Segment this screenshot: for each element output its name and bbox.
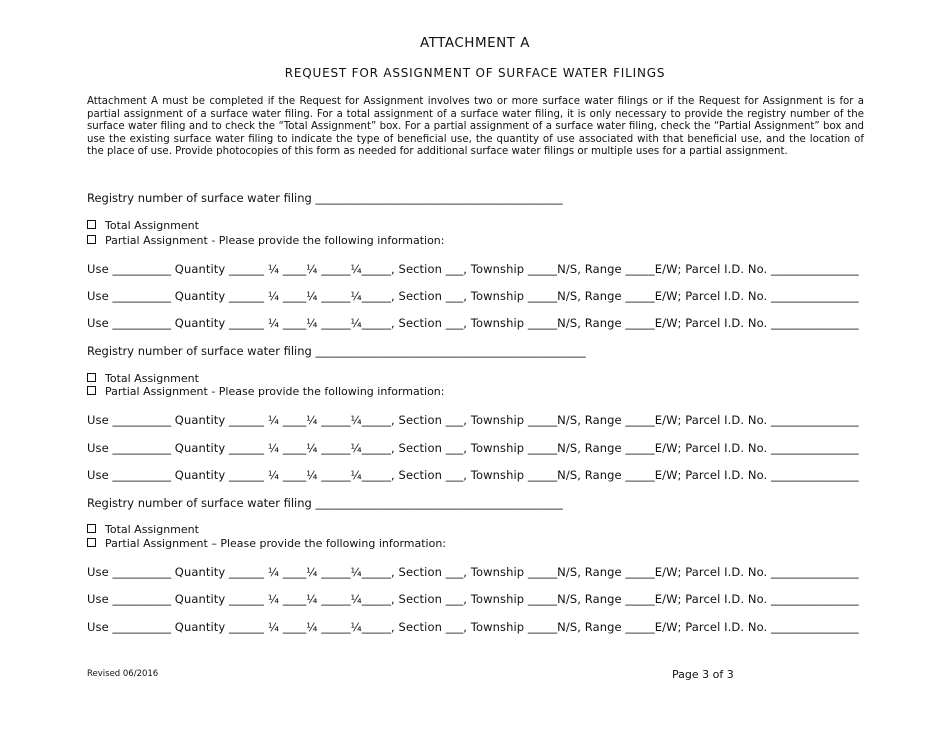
total-assignment-checkbox-3[interactable] — [87, 523, 199, 536]
attachment-title: ATTACHMENT A — [419, 35, 531, 51]
partial-assignment-checkbox-3[interactable] — [87, 537, 446, 550]
total-assignment-checkbox-1[interactable] — [87, 219, 199, 232]
use-row[interactable]: Use __________ Quantity ______ ¼ ____¼ _____¼_____, Section ___, Township _____N/S, Range _____E/W; Parcel I.D. No. _______________ — [87, 565, 859, 579]
revision-date: Revised 06/2016 — [87, 669, 159, 679]
total-assignment-checkbox-2[interactable] — [87, 372, 199, 385]
registry-number-field-1[interactable]: Registry number of surface water filing ___________________________________________ — [87, 191, 563, 205]
checkbox-icon[interactable] — [87, 386, 96, 395]
use-row[interactable]: Use __________ Quantity ______ ¼ ____¼ _____¼_____, Section ___, Township _____N/S, Range _____E/W; Parcel I.D. No. _______________ — [87, 441, 859, 455]
use-row[interactable]: Use __________ Quantity ______ ¼ ____¼ _____¼_____, Section ___, Township _____N/S, Range _____E/W; Parcel I.D. No. _______________ — [87, 413, 859, 427]
form-subtitle: REQUEST FOR ASSIGNMENT OF SURFACE WATER FILINGS — [284, 66, 666, 80]
registry-number-field-2[interactable]: Registry number of surface water filing _______________________________________________ — [87, 344, 586, 358]
use-row[interactable]: Use __________ Quantity ______ ¼ ____¼ _____¼_____, Section ___, Township _____N/S, Range _____E/W; Parcel I.D. No. _______________ — [87, 592, 859, 606]
checkbox-icon[interactable] — [87, 220, 96, 229]
use-row[interactable]: Use __________ Quantity ______ ¼ ____¼ _____¼_____, Section ___, Township _____N/S, Range _____E/W; Parcel I.D. No. _______________ — [87, 316, 859, 330]
page-number: Page 3 of 3 — [672, 668, 734, 681]
use-row[interactable]: Use __________ Quantity ______ ¼ ____¼ _____¼_____, Section ___, Township _____N/S, Range _____E/W; Parcel I.D. No. _______________ — [87, 289, 859, 303]
use-row[interactable]: Use __________ Quantity ______ ¼ ____¼ _____¼_____, Section ___, Township _____N/S, Range _____E/W; Parcel I.D. No. _______________ — [87, 468, 859, 482]
registry-number-field-3[interactable]: Registry number of surface water filing ___________________________________________ — [87, 496, 563, 510]
use-row[interactable]: Use __________ Quantity ______ ¼ ____¼ _____¼_____, Section ___, Township _____N/S, Range _____E/W; Parcel I.D. No. _______________ — [87, 620, 859, 634]
checkbox-label: Partial Assignment – Please provide the following information: — [105, 537, 447, 550]
instructions-paragraph: Attachment A must be completed if the Request for Assignment involves two or more surface water filings or if the Request for Assignment is for a partial assignment of a surface water filing. For a total assignment of a surface water filing, it is only necessary to provide the registry number of the surface water filing and to check the “Total Assignment” box. For a partial assignment of a surface water filing, check the “Partial Assignment” box and use the existing surface water filing to indicate the type of beneficial use, the quantity of use associated with that beneficial use, and the location of the place of use. Provide photocopies of this form as needed for additional surface water filings or multiple uses for a partial assignment. — [87, 96, 864, 158]
checkbox-label: Total Assignment — [105, 523, 199, 536]
partial-assignment-checkbox-1[interactable] — [87, 234, 444, 247]
checkbox-icon[interactable] — [87, 235, 96, 244]
use-row[interactable]: Use __________ Quantity ______ ¼ ____¼ _____¼_____, Section ___, Township _____N/S, Range _____E/W; Parcel I.D. No. _______________ — [87, 262, 859, 276]
checkbox-icon[interactable] — [87, 538, 96, 547]
checkbox-icon[interactable] — [87, 524, 96, 533]
checkbox-label: Partial Assignment - Please provide the following information: — [105, 234, 445, 247]
checkbox-label: Partial Assignment - Please provide the following information: — [105, 385, 445, 398]
checkbox-label: Total Assignment — [105, 372, 199, 385]
partial-assignment-checkbox-2[interactable] — [87, 385, 444, 398]
checkbox-label: Total Assignment — [105, 219, 199, 232]
checkbox-icon[interactable] — [87, 373, 96, 382]
